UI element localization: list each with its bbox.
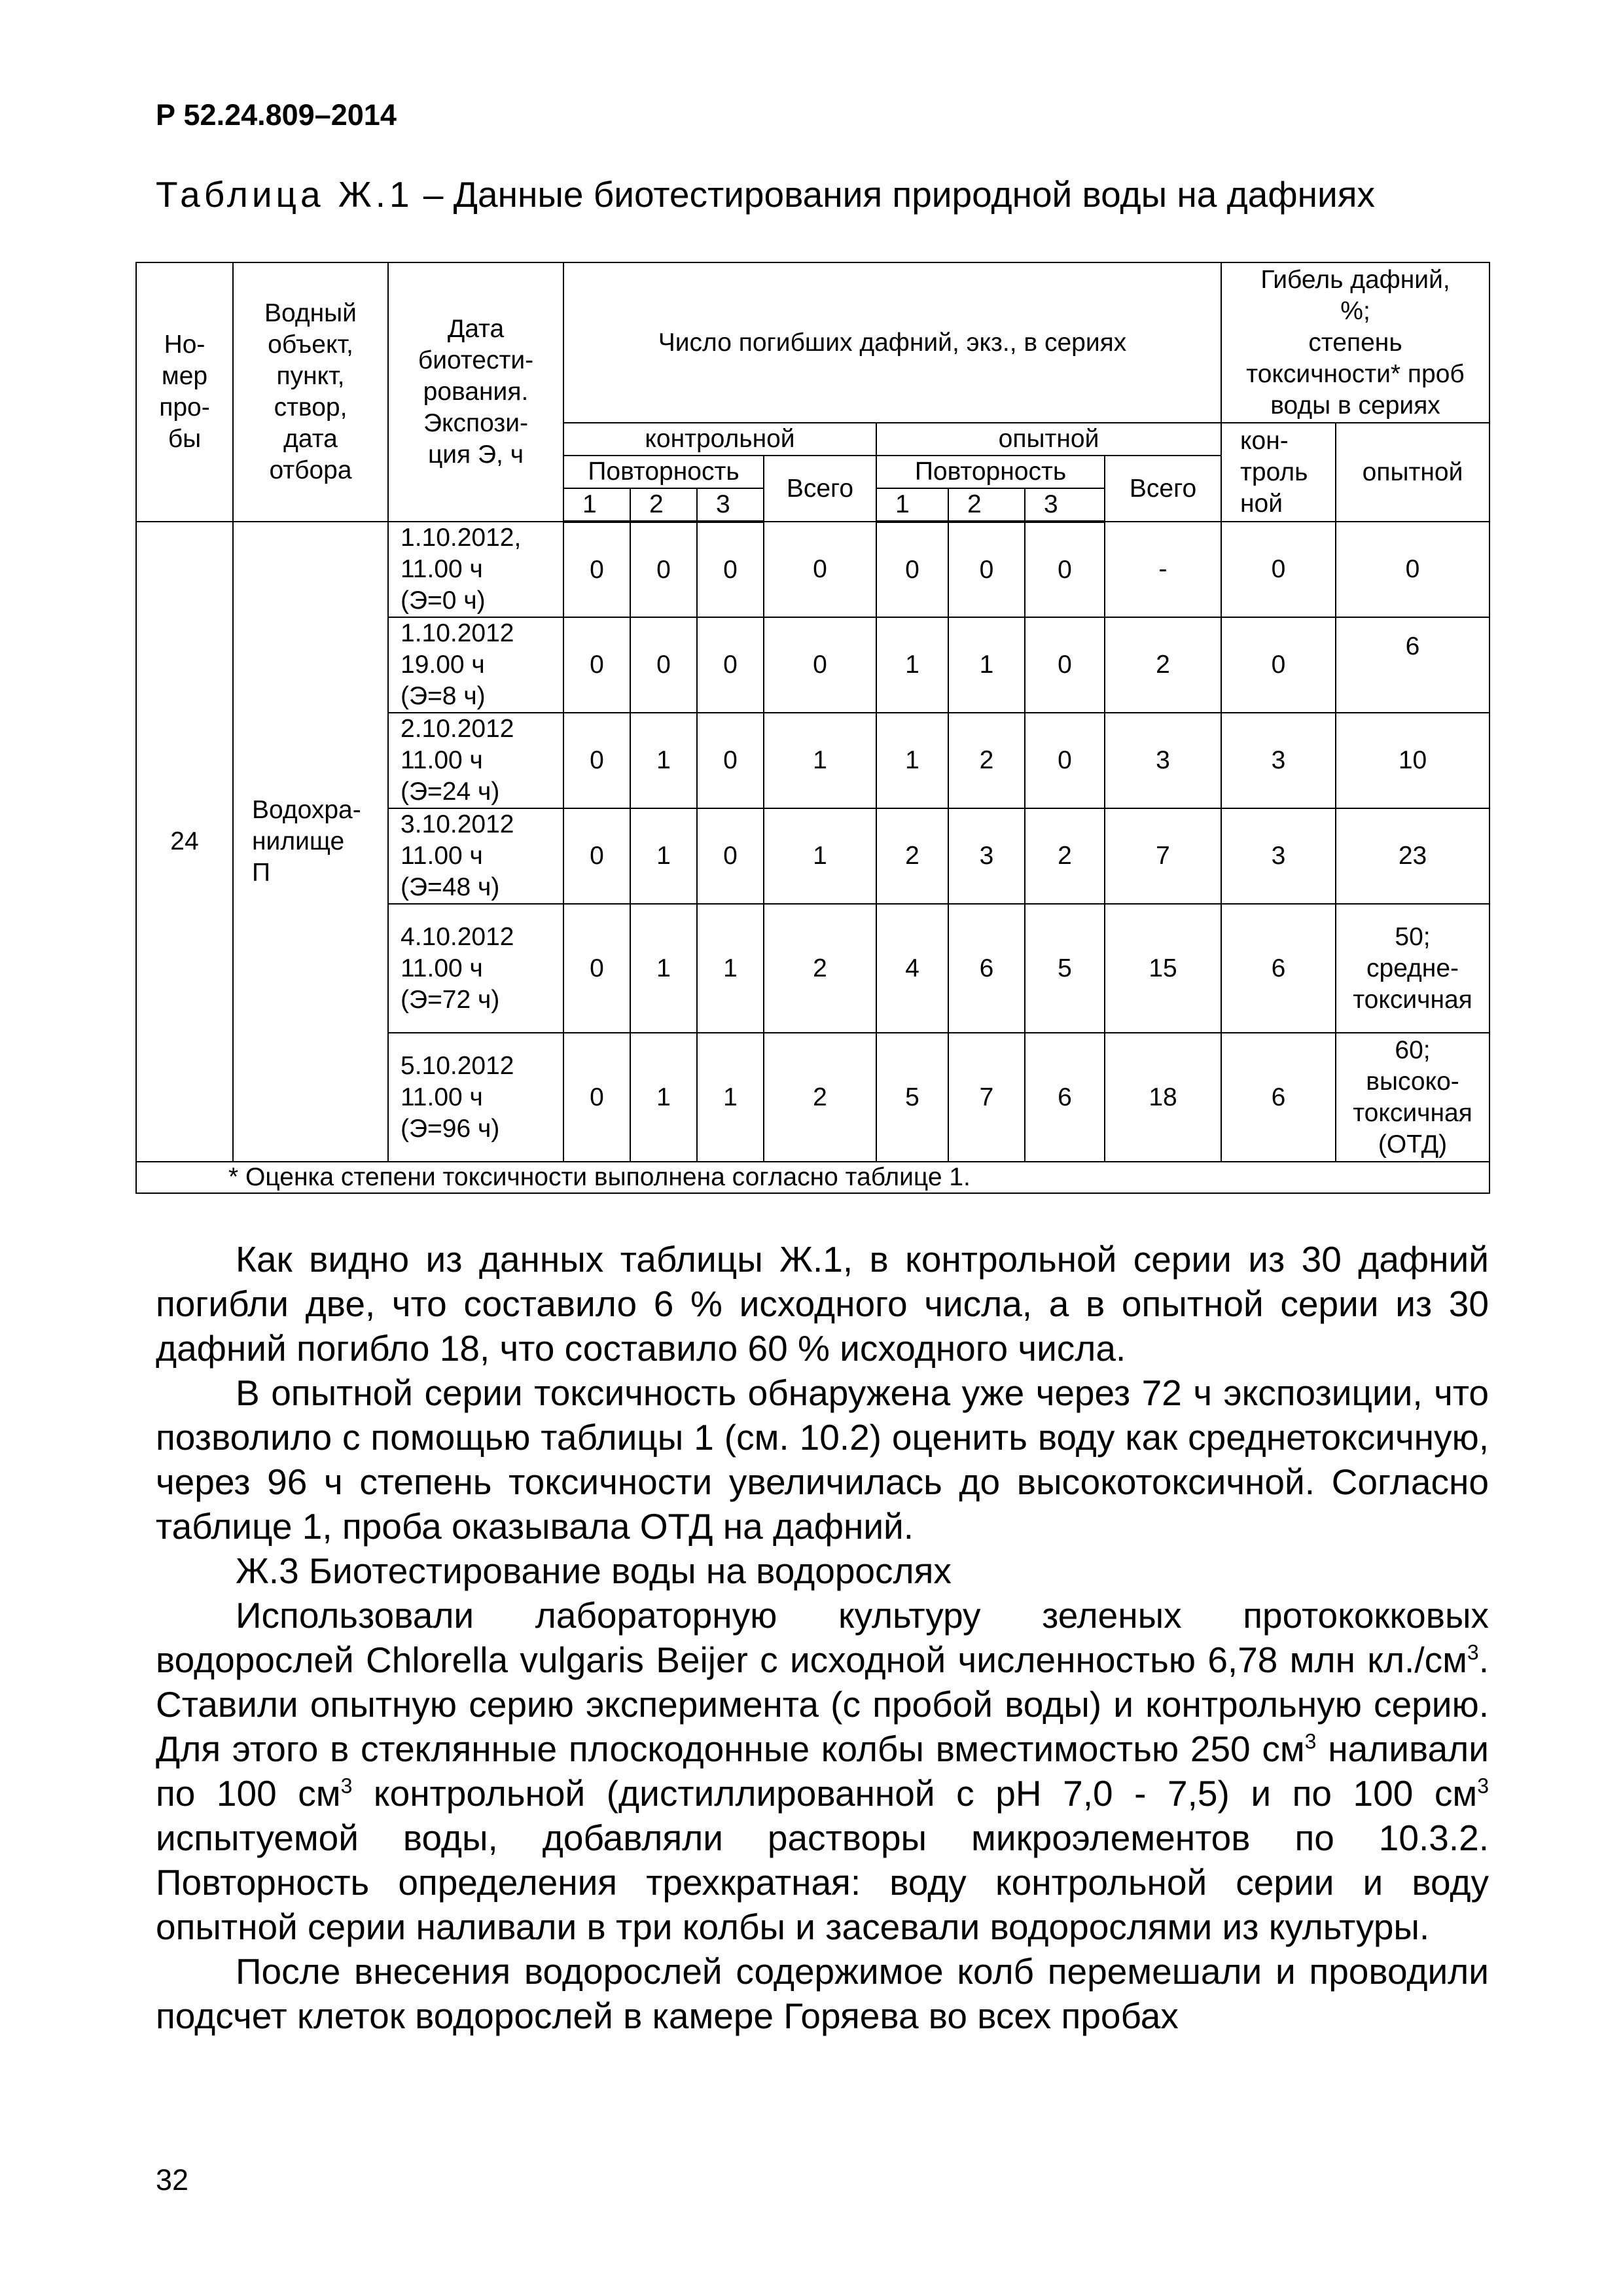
value-cell: 6 — [1221, 1033, 1336, 1162]
value-cell: - — [1105, 522, 1221, 617]
value-cell: 1 — [630, 1033, 697, 1162]
value-cell: 6 — [948, 904, 1025, 1033]
value-cell: 3 — [1105, 713, 1221, 808]
value-cell: 0 — [876, 522, 948, 617]
paragraph-fragment: контрольной (дистиллированной с рН 7,0 - 7,5) и по 100 см — [352, 1773, 1478, 1814]
daphnia-biotest-table — [135, 262, 1490, 1194]
value-cell: 0 — [697, 522, 764, 617]
value-cell: 5 — [1025, 904, 1105, 1033]
mortality-test-cell: 10 — [1336, 713, 1489, 808]
value-cell: 0 — [563, 617, 630, 713]
value-cell: 0 — [1025, 617, 1105, 713]
header-mortality: Гибель дафний, %; степень токсичности* проб воды в сериях — [1221, 262, 1489, 423]
superscript: 3 — [1467, 1640, 1479, 1664]
table-footnote: * Оценка степени токсичности выполнена согласно таблице 1. — [136, 1162, 1489, 1193]
header-replication-test: Повторность — [876, 456, 1105, 488]
paragraph-fragment: наливали по 100 см — [156, 1729, 1489, 1814]
paragraph — [156, 1593, 1489, 1949]
header-test-series: опытной — [876, 423, 1221, 456]
header-sample-number: Но- мер про- бы — [136, 262, 233, 522]
header-mortality-control: кон- троль ной — [1221, 423, 1336, 522]
header-rep-number: 2 — [948, 488, 1025, 522]
water-body-cell: Водохра- нилище П — [233, 522, 388, 1162]
value-cell: 0 — [948, 522, 1025, 617]
header-rep-number: 1 — [563, 488, 630, 522]
value-cell: 0 — [697, 617, 764, 713]
value-cell: 0 — [563, 713, 630, 808]
value-cell: 0 — [764, 522, 876, 617]
value-cell: 0 — [697, 713, 764, 808]
date-cell: 3.10.2012 11.00 ч (Э=48 ч) — [388, 808, 563, 904]
value-cell: 3 — [1221, 713, 1336, 808]
mortality-test-cell: 6 — [1336, 617, 1489, 713]
header-rep-number: 3 — [697, 488, 764, 522]
superscript: 3 — [340, 1774, 353, 1798]
value-cell: 1 — [876, 617, 948, 713]
section-heading: Ж.3 Биотестирование воды на водорослях — [236, 1551, 952, 1591]
superscript: 3 — [1477, 1774, 1489, 1798]
value-cell: 0 — [563, 808, 630, 904]
value-cell: 2 — [1025, 808, 1105, 904]
header-control-series: контрольной — [563, 423, 876, 456]
value-cell: 6 — [1221, 904, 1336, 1033]
value-cell: 0 — [563, 1033, 630, 1162]
header-rep-number: 1 — [876, 488, 948, 522]
value-cell: 0 — [1025, 713, 1105, 808]
date-cell: 1.10.2012, 11.00 ч (Э=0 ч) — [388, 522, 563, 617]
value-cell: 7 — [948, 1033, 1025, 1162]
document-code: Р 52.24.809–2014 — [156, 98, 397, 132]
value-cell: 1 — [948, 617, 1025, 713]
value-cell: 0 — [1221, 617, 1336, 713]
sample-number-cell: 24 — [136, 522, 233, 1162]
body-text — [156, 1237, 1489, 2038]
table-caption — [156, 173, 1375, 215]
date-cell: 2.10.2012 11.00 ч (Э=24 ч) — [388, 713, 563, 808]
header-mortality-test: опытной — [1336, 423, 1489, 522]
value-cell: 4 — [876, 904, 948, 1033]
value-cell: 2 — [764, 1033, 876, 1162]
header-rep-number: 3 — [1025, 488, 1105, 522]
value-cell: 0 — [1025, 522, 1105, 617]
table-caption-label: Таблица Ж.1 — [156, 174, 414, 215]
mortality-test-cell: 23 — [1336, 808, 1489, 904]
value-cell: 1 — [876, 713, 948, 808]
header-replication-control: Повторность — [563, 456, 764, 488]
value-cell: 1 — [764, 808, 876, 904]
paragraph-fragment: испытуемой воды, добавляли растворы микроэлементов по 10.3.2. Повторность определения трехкратная: воду контрольной серии и воду опытной серии наливали в три колбы и засевали водорослями из культуры. — [156, 1818, 1489, 1947]
header-date-exposure: Дата биотести- рования. Экспози- ция Э, ч — [388, 262, 563, 522]
value-cell: 1 — [630, 904, 697, 1033]
value-cell: 0 — [697, 808, 764, 904]
date-cell: 4.10.2012 11.00 ч (Э=72 ч) — [388, 904, 563, 1033]
header-water-body: Водный объект, пункт, створ, дата отбора — [233, 262, 388, 522]
value-cell: 2 — [1105, 617, 1221, 713]
value-cell: 2 — [876, 808, 948, 904]
paragraph-fragment: . Ставили опытную серию эксперимента (с пробой воды) и контрольную серию. Для этого в стеклянные плоскодонные колбы вместимостью 250 см — [156, 1640, 1489, 1769]
paragraph: Как видно из данных таблицы Ж.1, в контрольной серии из 30 дафний погибли две, что составило 6 % исходного числа, а в опытной серии из 30 дафний погибло 18, что составило 60 % исходного числа. — [156, 1239, 1489, 1369]
value-cell: 0 — [630, 617, 697, 713]
value-cell: 1 — [630, 713, 697, 808]
value-cell: 0 — [563, 522, 630, 617]
date-cell: 5.10.2012 11.00 ч (Э=96 ч) — [388, 1033, 563, 1162]
header-dead-daphnia: Число погибших дафний, экз., в сериях — [563, 262, 1221, 423]
header-total-test: Всего — [1105, 456, 1221, 522]
value-cell: 0 — [764, 617, 876, 713]
value-cell: 0 — [630, 522, 697, 617]
paragraph: В опытной серии токсичность обнаружена уже через 72 ч экспозиции, что позволило с помощью таблицы 1 (см. 10.2) оценить воду как среднетоксичную, через 96 ч степень токсичности увеличилась до высокотоксичной. Согласно таблице 1, проба оказывала ОТД на дафний. — [156, 1372, 1489, 1547]
mortality-test-cell: 50; средне- токсичная — [1336, 904, 1489, 1033]
value-cell: 1 — [697, 1033, 764, 1162]
paragraph: После внесения водорослей содержимое колб перемешали и проводили подсчет клеток водорослей в камере Горяева во всех пробах — [156, 1951, 1489, 2036]
value-cell: 3 — [948, 808, 1025, 904]
value-cell: 15 — [1105, 904, 1221, 1033]
mortality-test-cell: 60; высоко- токсичная (ОТД) — [1336, 1033, 1489, 1162]
header-total-control: Всего — [764, 456, 876, 522]
value-cell: 0 — [563, 904, 630, 1033]
value-cell: 1 — [630, 808, 697, 904]
value-cell: 18 — [1105, 1033, 1221, 1162]
paragraph-fragment: Использовали лабораторную культуру зеленых протококковых водорослей Chlorella vulgaris Beijer с исходной численностью 6,78 млн кл./см — [156, 1595, 1489, 1680]
value-cell: 2 — [948, 713, 1025, 808]
value-cell: 7 — [1105, 808, 1221, 904]
superscript: 3 — [1304, 1729, 1317, 1753]
mortality-test-cell: 0 — [1336, 522, 1489, 617]
value-cell: 0 — [1221, 522, 1336, 617]
table-row — [136, 522, 1489, 617]
value-cell: 1 — [764, 713, 876, 808]
table-body — [136, 522, 1489, 1162]
value-cell: 3 — [1221, 808, 1336, 904]
date-cell: 1.10.2012 19.00 ч (Э=8 ч) — [388, 617, 563, 713]
value-cell: 6 — [1025, 1033, 1105, 1162]
page-number: 32 — [156, 2163, 189, 2197]
value-cell: 1 — [697, 904, 764, 1033]
value-cell: 2 — [764, 904, 876, 1033]
table-caption-text: – Данные биотестирования природной воды на дафниях — [413, 174, 1375, 215]
header-rep-number: 2 — [630, 488, 697, 522]
value-cell: 5 — [876, 1033, 948, 1162]
